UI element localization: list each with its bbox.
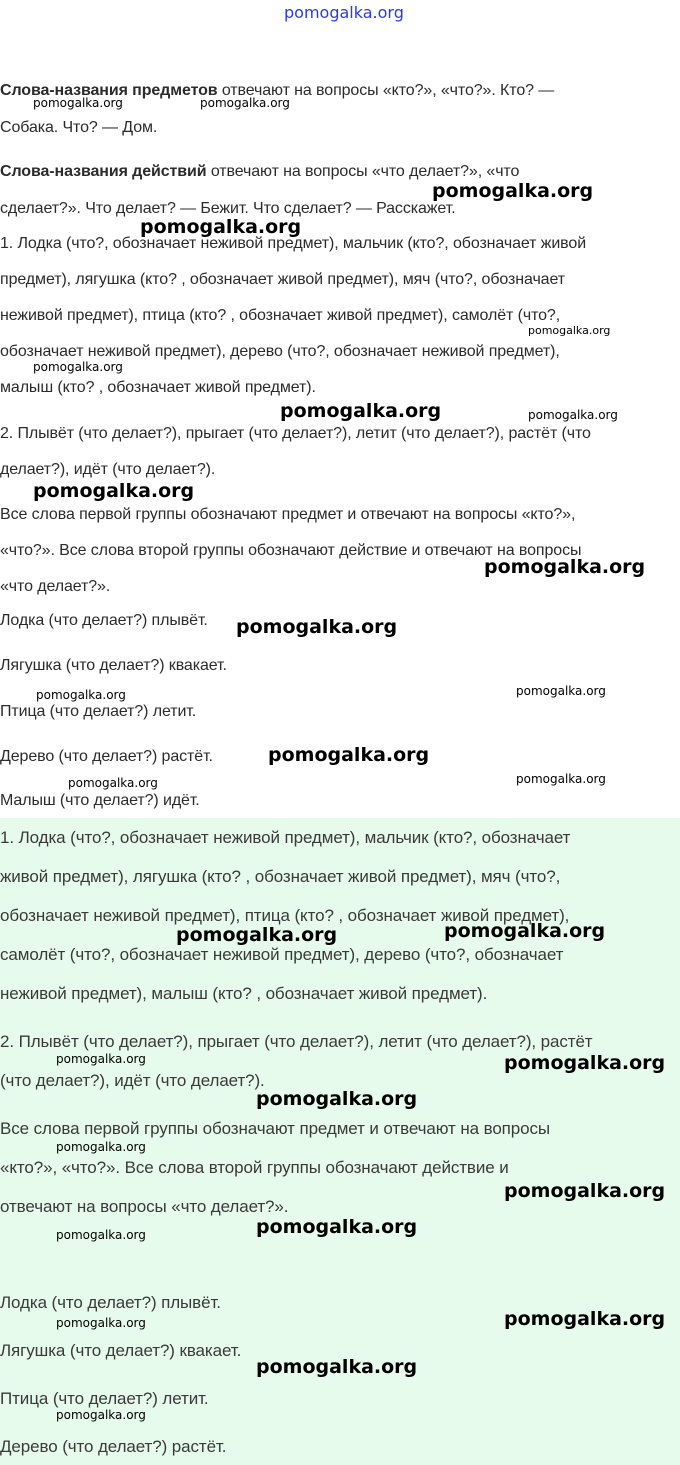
watermark: pomogalka.org (444, 920, 606, 942)
watermark: pomogalka.org (516, 684, 606, 698)
summary-line: «что делает?». (0, 578, 111, 595)
watermark: pomogalka.org (256, 1216, 418, 1238)
watermark: pomogalka.org (56, 1052, 146, 1066)
sentence: Птица (что делает?) летит. (0, 1389, 209, 1408)
sentence: Лодка (что делает?) плывёт. (0, 1293, 221, 1312)
task1-line: живой предмет), лягушка (кто? , обозначает живой предмет), мяч (что?, (0, 867, 561, 886)
watermark: pomogalka.org (68, 776, 158, 790)
watermark: pomogalka.org (200, 96, 290, 110)
watermark: pomogalka.org (268, 744, 430, 766)
sentence: Лягушка (что делает?) квакает. (0, 1341, 242, 1360)
sentence: Лягушка (что делает?) квакает. (0, 657, 227, 674)
sentence: Птица (что делает?) летит. (0, 703, 197, 720)
task2-line: (что делает?), идёт (что делает?). (0, 1071, 265, 1090)
watermark: pomogalka.org (516, 772, 606, 786)
task2-line: 2. Плывёт (что делает?), прыгает (что делает?), летит (что делает?), растёт (0, 1032, 593, 1051)
task1-line: обозначает неживой предмет), птица (кто? , обозначает живой предмет), (0, 906, 570, 925)
definition-objects: Слова-названия предметов отвечают на вопросы «кто?», «что?». Кто? — (0, 82, 555, 99)
watermark: pomogalka.org (504, 1052, 666, 1074)
watermark: pomogalka.org (56, 1140, 146, 1154)
sentence: Малыш (что делает?) идёт. (0, 792, 200, 809)
sentence: Дерево (что делает?) растёт. (0, 1437, 227, 1456)
watermark: pomogalka.org (236, 616, 398, 638)
watermark: pomogalka.org (256, 1356, 418, 1378)
summary-line: Все слова первой группы обозначают предмет и отвечают на вопросы (0, 1119, 551, 1138)
task1-line: неживой предмет), птица (кто? , обозначает живой предмет), самолёт (что?, (0, 307, 561, 324)
term-objects: Слова-названия предметов (0, 82, 218, 99)
summary-line: «кто?», «что?». Все слова второй группы обозначают действие и (0, 1158, 509, 1177)
watermark: pomogalka.org (33, 96, 123, 110)
watermark: pomogalka.org (56, 1408, 146, 1422)
definition-actions-line2: сделает?». Что делает? — Бежит. Что сделает? — Расскажет. (0, 200, 456, 217)
definition-objects-line2: Собака. Что? — Дом. (0, 119, 158, 136)
sentence: Дерево (что делает?) растёт. (0, 748, 213, 765)
watermark: pomogalka.org (504, 1308, 666, 1330)
watermark: pomogalka.org (56, 1316, 146, 1330)
definition-actions: Слова-названия действий отвечают на вопросы «что делает?», «что (0, 163, 520, 180)
watermark: pomogalka.org (140, 216, 302, 238)
task1-line: предмет), лягушка (кто? , обозначает живой предмет), мяч (что?, обозначает (0, 271, 565, 288)
sentence: Лодка (что делает?) плывёт. (0, 612, 208, 629)
site-logo-text: pomogalka.org (284, 3, 404, 22)
watermark: pomogalka.org (280, 400, 442, 422)
watermark: pomogalka.org (432, 180, 594, 202)
summary-line: отвечают на вопросы «что делает?». (0, 1197, 289, 1216)
watermark: pomogalka.org (504, 1180, 666, 1202)
task2-line: 2. Плывёт (что делает?), прыгает (что делает?), летит (что делает?), растёт (что (0, 425, 591, 442)
watermark: pomogalka.org (528, 324, 611, 337)
task1-line: 1. Лодка (что?, обозначает неживой предмет), мальчик (кто?, обозначает (0, 828, 571, 847)
summary-line: «что?». Все слова второй группы обозначают действие и отвечают на вопросы (0, 542, 582, 559)
watermark: pomogalka.org (256, 1088, 418, 1110)
watermark: pomogalka.org (56, 1228, 146, 1242)
task1-line: обозначает неживой предмет), дерево (что?, обозначает неживой предмет), (0, 343, 560, 360)
watermark: pomogalka.org (176, 924, 338, 946)
task1-line: 1. Лодка (что?, обозначает неживой предмет), мальчик (кто?, обозначает живой (0, 235, 587, 252)
watermark: pomogalka.org (33, 360, 123, 374)
task1-line: неживой предмет), малыш (кто? , обозначает живой предмет). (0, 984, 488, 1003)
watermark: pomogalka.org (36, 688, 126, 702)
summary-line: Все слова первой группы обозначают предмет и отвечают на вопросы «кто?», (0, 506, 576, 523)
task2-line: делает?), идёт (что делает?). (0, 461, 216, 478)
watermark: pomogalka.org (33, 480, 195, 502)
task1-line: самолёт (что?, обозначает неживой предмет), дерево (что?, обозначает (0, 945, 564, 964)
watermark: pomogalka.org (484, 556, 646, 578)
task1-line: малыш (кто? , обозначает живой предмет). (0, 379, 316, 396)
term-actions: Слова-названия действий (0, 163, 207, 180)
watermark: pomogalka.org (528, 408, 618, 422)
